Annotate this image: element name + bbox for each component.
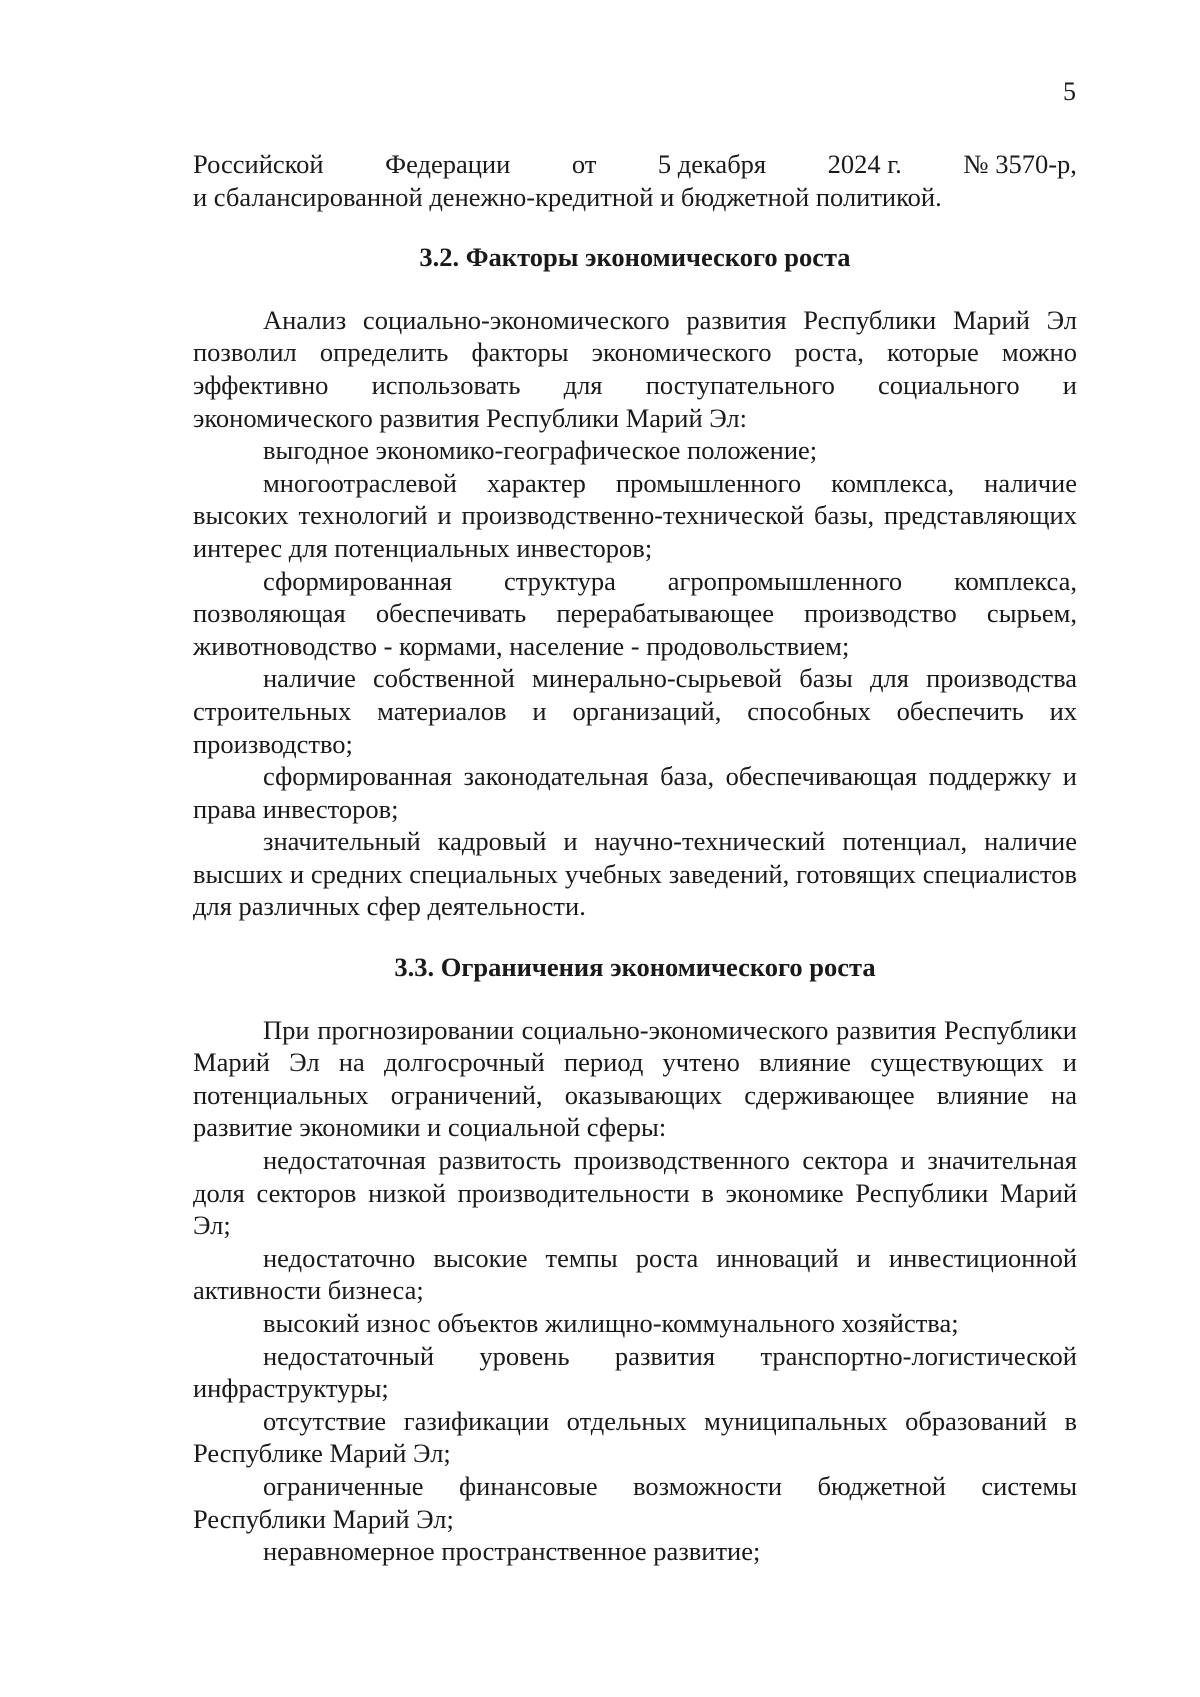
intro-word: Федерации xyxy=(385,149,511,179)
intro-word: № 3570-р, xyxy=(963,149,1077,179)
paragraph: При прогнозировании социально-экономического развития Республики Марий Эл на долгосрочный период учтено влияние существующих и потенциальных ограничений, оказывающих сдерживающее влияние на развитие экономики и социальной сферы: xyxy=(193,1014,1077,1143)
list-item: значительный кадровый и научно-технический потенциал, наличие высших и средних специальных учебных заведений, готовящих специалистов для различных сфер деятельности. xyxy=(193,826,1077,922)
document-body xyxy=(193,148,1077,1568)
list-item: наличие собственной минерально-сырьевой базы для производства строительных материалов и организаций, способных обеспечить их производство; xyxy=(193,663,1077,759)
list-item: сформированная законодательная база, обеспечивающая поддержку и права инвесторов; xyxy=(193,761,1077,824)
list-item: отсутствие газификации отдельных муниципальных образований в Республике Марий Эл; xyxy=(193,1405,1077,1469)
list-item: выгодное экономико-географическое положение; xyxy=(263,435,818,466)
intro-word: 5 декабря xyxy=(657,149,767,179)
paragraph: Анализ социально-экономического развития Республики Марий Эл позволил определить факторы экономического роста, которые можно эффективно использовать для поступательного социального и экономического развития Республики Марий Эл: xyxy=(193,304,1077,433)
intro-word: 2024 г. xyxy=(827,149,902,179)
intro-word: от xyxy=(571,149,597,179)
list-item: ограниченные финансовые возможности бюджетной системы Республики Марий Эл; xyxy=(193,1470,1077,1534)
page-number: 5 xyxy=(1063,77,1076,106)
section-heading-3-3: 3.3. Ограничения экономического роста xyxy=(394,952,876,983)
list-item: недостаточно высокие темпы роста инноваций и инвестиционной активности бизнеса; xyxy=(193,1242,1077,1306)
list-item: сформированная структура агропромышленного комплекса, позволяющая обеспечивать перерабатывающее производство сырьем, животноводство - кормами, население - продовольствием; xyxy=(193,565,1077,661)
list-item: многоотраслевой характер промышленного комплекса, наличие высоких технологий и производственно-технической базы, представляющих интерес для потенциальных инвесторов; xyxy=(193,467,1077,563)
intro-word: Российской xyxy=(193,149,324,179)
section-heading-3-2: 3.2. Факторы экономического роста xyxy=(419,242,851,273)
list-item: неравномерное пространственное развитие; xyxy=(263,1536,761,1567)
intro-second-line: и сбалансированной денежно-кредитной и бюджетной политикой. xyxy=(193,181,942,212)
list-item: недостаточная развитость производственного сектора и значительная доля секторов низкой производительности в экономике Республики Марий Эл; xyxy=(193,1145,1077,1241)
intro-first-line xyxy=(193,148,1077,181)
list-item: высокий износ объектов жилищно-коммунального хозяйства; xyxy=(263,1308,959,1338)
list-item: недостаточный уровень развития транспортно-логистической инфраструктуры; xyxy=(193,1340,1077,1404)
